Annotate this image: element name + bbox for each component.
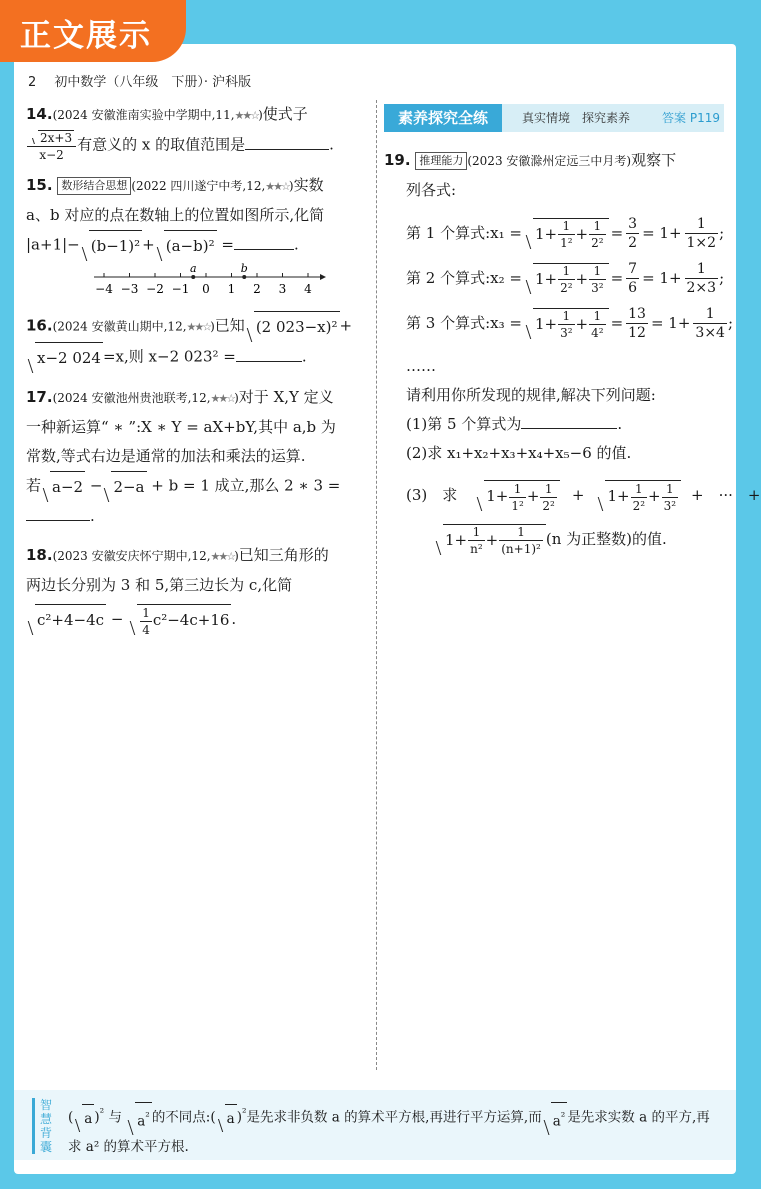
arrow-right-icon <box>320 274 326 280</box>
question-source: (2024 安徽淮南实验中学期中,11, <box>52 108 235 122</box>
question-number: 19. <box>384 151 411 169</box>
question-number: 17. <box>26 388 53 406</box>
question-number: 16. <box>26 316 53 335</box>
question-18: 18.(2023 安徽安庆怀宁期中,12,★★☆)已知三角形的 两边长分别为 3 和 5,第三边长为 c,化简 c²+4−4c − $\frac{1}{4}$ c²−4c+16 . <box>26 546 329 637</box>
fraction: $\frac{2x+3}{x-2}$ <box>27 130 76 161</box>
tick-label: 3 <box>278 282 287 296</box>
tick-label: 4 <box>304 282 312 296</box>
point-b-label: b <box>240 262 248 275</box>
section-title: 素养探究全练 <box>384 104 502 132</box>
difficulty-stars-icon: ★★☆ <box>265 180 289 193</box>
skill-tag: 数形结合思想 <box>57 177 131 195</box>
skill-tag: 推理能力 <box>415 152 467 170</box>
answer-blank[interactable] <box>26 519 90 521</box>
formula-list <box>384 216 734 341</box>
part-3-line-2: 1+ $\frac{1}{\text{n²}}$ + $\frac{1}{\text{(n+1)²}}$ (n 为正整数)的值. <box>434 524 724 556</box>
question-source: (2024 安徽黄山期中,12, <box>52 319 187 334</box>
formula-1: 第 1 个算式:x₁ = 1+ $\frac{1}{\text{1²}}$ + $\frac{1}{\text{2²}}$ = $\frac{3}{2}$ = 1+ $\frac{1}{1\times 2}$ ; <box>406 216 725 251</box>
question-17: 17.(2024 安徽池州贵池联考,12,★★☆)对于 X,Y 定义 一种新运算“ ∗ ”:X ∗ Y = aX+bY,其中 a,b 为 常数,等式右边是通常的加法和乘法的运算. 若 a−2 − 2−a + b = 1 成立,那么 2 ∗ 3 = . <box>26 388 341 525</box>
difficulty-stars-icon: ★★☆ <box>234 109 259 122</box>
formula-3: 第 3 个算式:x₃ = 1+ $\frac{1}{\text{3²}}$ + $\frac{1}{\text{4²}}$ = $\frac{13}{12}$ = 1+ $\frac{1}{3\times 4}$ ; <box>406 306 734 341</box>
book-title: 初中数学（八年级 下册）· 沪科版 <box>54 75 252 90</box>
question-16: 16.(2024 安徽黄山期中,12,★★☆)已知 (2 023−x)² + x−2 024 =x,则 x−2 023² = . <box>26 311 366 373</box>
difficulty-stars-icon: ★★☆ <box>186 320 211 334</box>
right-column <box>384 104 761 567</box>
answer-blank[interactable] <box>236 360 302 362</box>
point-a-label: a <box>189 262 197 275</box>
tick-label: 1 <box>227 282 236 296</box>
answer-reference: 答案 P119 <box>662 111 720 125</box>
running-header <box>28 71 251 90</box>
question-source: (2023 安徽安庆怀宁期中,12, <box>52 549 211 563</box>
question-source: (2022 四川遂宁中考,12, <box>131 179 266 193</box>
page-number: 2 <box>28 75 37 90</box>
tick-label: −4 <box>95 282 113 296</box>
section-subtitle: 真实情境 探究素养 <box>522 111 631 125</box>
tip-label: 智慧背囊 <box>32 1098 55 1154</box>
section-header <box>384 104 724 132</box>
tip-box <box>14 1090 736 1160</box>
tip-text: ( a )$^{^2}$ 与 $a^{^2}$ 的不同点:( a )$^{^2}$是先求非负数 a 的算术平方根,再进行平方运算,而 $a^{^2}$ 是先求实数 a 的平方,再求 a² 的算术平方根. <box>68 1100 718 1160</box>
tick-label: −1 <box>171 282 190 296</box>
tick-label: −3 <box>120 282 139 296</box>
question-15: 15. 数形结合思想 (2022 四川遂宁中考,12,★★☆)实数 a、b 对应的点在数轴上的位置如图所示,化简 |a+1|− (b−1)² + (a−b)² = . −4 −3 −2 −1 0 1 2 3 4 a b <box>26 171 366 301</box>
question-19: 19. 推理能力 (2023 安徽滁州定远三中月考)观察下 列各式: 第 1 个算式:x₁ = 1+ $\frac{1}{\text{1²}}$ + $\frac{1}{\text{2²}}$ = $\frac{3}{2}$ = 1+ $\frac{1}{1\times 2}$ ; 第 2 个算式:x₂ = 1+ $\frac{1}{\text{2²}}$ + $\frac{1}{\text{3²}}$ = $\frac{7}{6}$ = 1+ $\frac{1}{2\times 3}$ ; 第 3 个算式:x₃ = 1+ $\frac{1}{\text{3²}}$ + $\frac{1}{\text{4²}}$ = $\frac{13}{12}$ = 1+ $\frac{1}{3\times 4}$ ; …… 请利用你所发现的规律,解决下列问题: (1)第 5 个算式为 . (2)求 x₁+x₂+x₃+x₄+x₅−6 的值. (3) 求 1+ $\frac{1}{\text{1²}}$ + $\frac{1}{\text{2²}}$ + 1+ $\frac{1}{\text{2²}}$ + $\frac{1}{\text{3²}}$ + ··· + 1+ $\frac{1}{\text{n²}}$ + $\frac{1}{\text{(n+1)²}}$ (n 为正整数)的值. <box>384 151 761 556</box>
question-number: 18. <box>26 546 53 564</box>
left-column <box>26 100 366 646</box>
point-b <box>242 275 246 279</box>
question-number: 15. <box>26 176 53 194</box>
difficulty-stars-icon: ★★☆ <box>210 550 235 563</box>
tick-label: −2 <box>146 282 164 296</box>
question-source: (2023 安徽滁州定远三中月考) <box>467 154 632 168</box>
difficulty-stars-icon: ★★☆ <box>210 392 235 405</box>
tick-label: 0 <box>202 282 210 296</box>
question-source: (2024 安徽池州贵池联考,12, <box>52 391 211 405</box>
tick-label: 2 <box>253 282 261 296</box>
formula-2: 第 2 个算式:x₂ = 1+ $\frac{1}{\text{2²}}$ + $\frac{1}{\text{3²}}$ = $\frac{7}{6}$ = 1+ $\frac{1}{2\times 3}$ ; <box>406 261 725 296</box>
column-divider <box>376 100 377 1070</box>
banner-title: 正文展示 <box>20 18 152 54</box>
part-3-line-1: (3) 求 1+ $\frac{1}{\text{1²}}$ + $\frac{1}{\text{2²}}$ + 1+ $\frac{1}{\text{2²}}$ + $\frac{1}{\text{3²}}$ + ··· + <box>406 481 761 513</box>
section-banner <box>0 0 186 62</box>
number-line <box>92 262 322 301</box>
question-number: 14. <box>26 105 53 123</box>
question-14: 14.(2024 安徽淮南实验中学期中,11,★★☆)使式子 $\frac{2x+3}{x-2}$ 有意义的 x 的取值范围是 . <box>26 105 334 162</box>
answer-blank[interactable] <box>521 427 617 429</box>
answer-blank[interactable] <box>245 148 329 150</box>
answer-blank[interactable] <box>234 248 294 250</box>
point-a <box>191 275 195 279</box>
